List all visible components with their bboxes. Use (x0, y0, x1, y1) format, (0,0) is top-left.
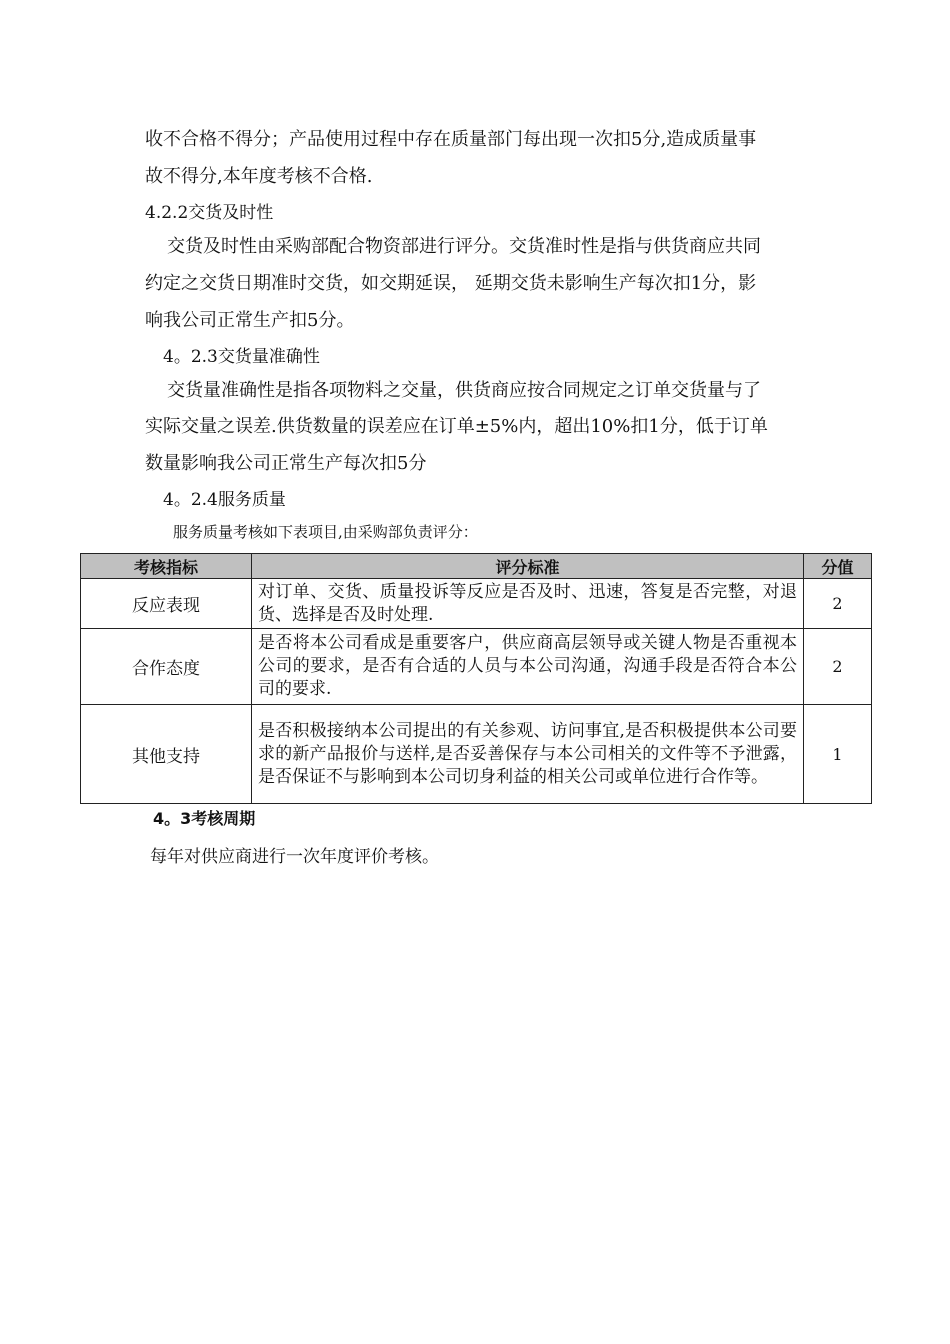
header-score: 分值 (804, 554, 872, 579)
header-indicator: 考核指标 (81, 554, 252, 579)
section-heading-4-3: 4。3考核周期 (153, 809, 256, 828)
score-cell: 2 (804, 579, 872, 629)
paragraph-line: 收不合格不得分；产品使用过程中存在质量部门每出现一次扣5分,造成质量事 (145, 129, 757, 150)
paragraph-line: 响我公司正常生产扣5分。 (145, 310, 355, 331)
table-row (81, 579, 872, 629)
paragraph-line: 交货及时性由采购部配合物资部进行评分。交货准时性是指与供货商应共同 (167, 236, 761, 257)
paragraph-line: 数量影响我公司正常生产每次扣5分 (145, 453, 427, 474)
indicator-cell: 其他支持 (81, 705, 252, 804)
paragraph-line: 故不得分,本年度考核不合格. (145, 166, 373, 187)
table-intro: 服务质量考核如下表项目,由采购部负责评分： (173, 523, 478, 541)
paragraph-line: 每年对供应商进行一次年度评价考核。 (150, 847, 439, 867)
indicator-cell: 反应表现 (81, 579, 252, 629)
criteria-cell: 是否积极接纳本公司提出的有关参观、访问事宜,是否积极提供本公司要求的新产品报价与送样,是否妥善保存与本公司相关的文件等不予泄露，是否保证不与影响到本公司切身利益的相关公司或单位进行合作等。 (252, 705, 804, 804)
table-header-row (81, 554, 872, 579)
score-cell: 1 (804, 705, 872, 804)
paragraph-line: 实际交量之误差.供货数量的误差应在订单±5%内，超出10%扣1分，低于订单 (145, 416, 768, 437)
paragraph-line: 交货量准确性是指各项物料之交量，供货商应按合同规定之订单交货量与了 (167, 380, 761, 401)
section-heading-4-2-4: 4。2.4服务质量 (163, 490, 286, 510)
header-criteria: 评分标准 (252, 554, 804, 579)
criteria-cell: 对订单、交货、质量投诉等反应是否及时、迅速，答复是否完整，对退货、选择是否及时处理. (252, 579, 804, 629)
service-quality-table (80, 553, 872, 804)
table-row (81, 705, 872, 804)
section-heading-4-2-3: 4。2.3交货量准确性 (163, 347, 320, 367)
score-cell: 2 (804, 629, 872, 705)
table-row (81, 629, 872, 705)
criteria-cell: 是否将本公司看成是重要客户，供应商高层领导或关键人物是否重视本公司的要求，是否有合适的人员与本公司沟通，沟通手段是否符合本公司的要求. (252, 629, 804, 705)
paragraph-line: 约定之交货日期准时交货，如交期延误， 延期交货未影响生产每次扣1分，影 (145, 273, 757, 294)
indicator-cell: 合作态度 (81, 629, 252, 705)
section-heading-4-2-2: 4.2.2交货及时性 (145, 203, 274, 223)
